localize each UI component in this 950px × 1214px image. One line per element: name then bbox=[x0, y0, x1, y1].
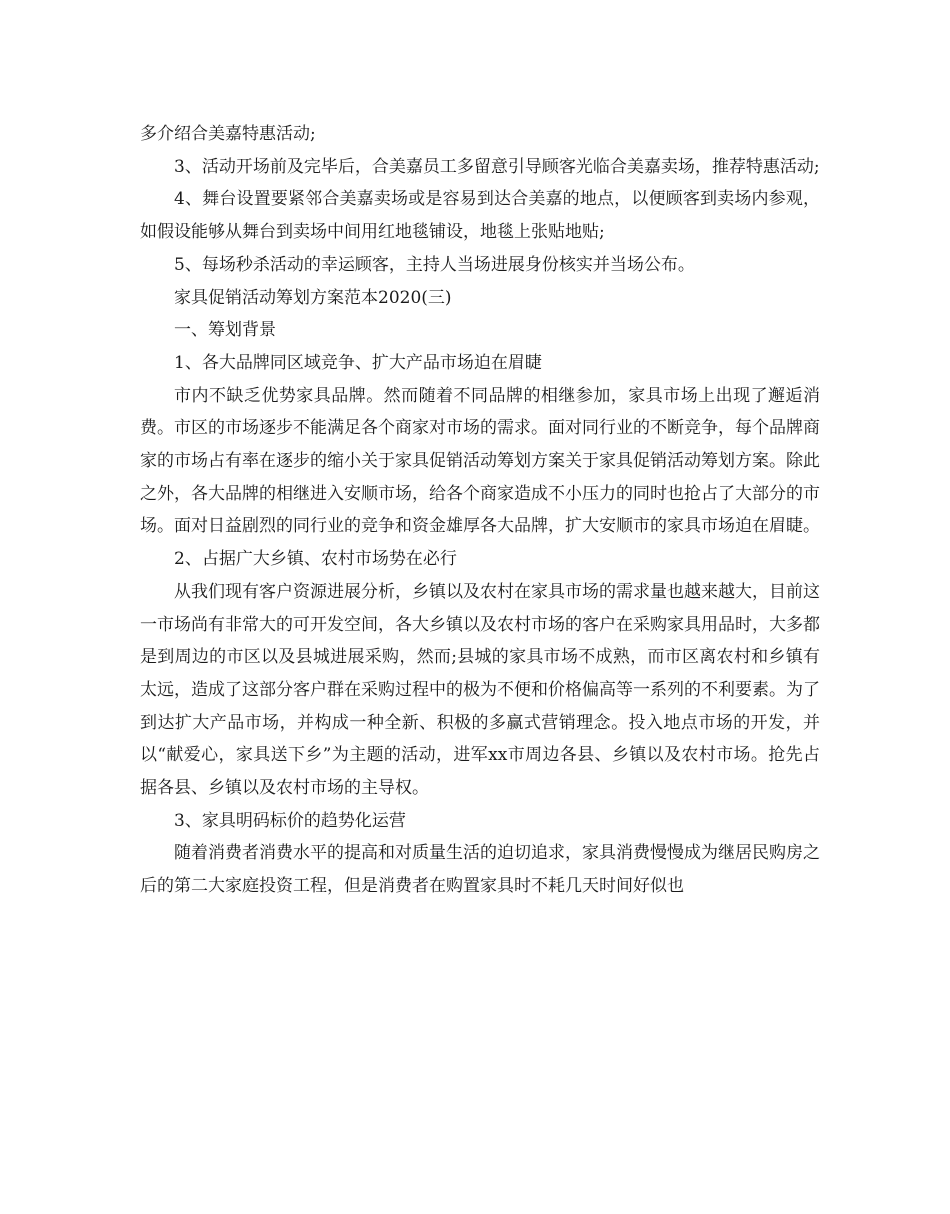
paragraph-body-1: 市内不缺乏优势家具品牌。然而随着不同品牌的相继参加，家具市场上出现了邂逅消费。市区的市场逐步不能满足各个商家对市场的需求。面对同行业的不断竞争，每个品牌商家的市场占有率在逐步的缩小关于家具促销活动筹划方案关于家具促销活动筹划方案。除此之外，各大品牌的相继进入安顺市场，给各个商家造成不小压力的同时也抢占了大部分的市场。面对日益剧烈的同行业的竞争和资金雄厚各大品牌，扩大安顺市的家具市场迫在眉睫。 bbox=[140, 385, 820, 537]
paragraph-item-3: 3、活动开场前及完毕后，合美嘉员工多留意引导顾客光临合美嘉卖场，推荐特惠活动; bbox=[174, 156, 820, 177]
paragraph-body-2: 从我们现有客户资源进展分析，乡镇以及农村在家具市场的需求量也越来越大，目前这一市场尚有非常大的可开发空间，各大乡镇以及农村市场的客户在采购家具用品时，大多都是到周边的市区以及县城进展采购，然而;县城的家具市场不成熟，而市区离农村和乡镇有太远，造成了这部分客户群在采购过程中的极为不便和价格偏高等一系列的不利要素。为了到达扩大产品市场，并构成一种全新、积极的多赢式营销理念。投入地点市场的开发，并以“献爱心，家具送下乡”为主题的活动，进军xx市周边各县、乡镇以及农村市场。抢先占据各县、乡镇以及农村市场的主导权。 bbox=[140, 581, 820, 799]
document-body bbox=[140, 118, 820, 903]
subheading-3: 3、家具明码标价的趋势化运营 bbox=[174, 810, 406, 831]
paragraph-item-5: 5、每场秒杀活动的幸运顾客，主持人当场进展身份核实并当场公布。 bbox=[174, 254, 695, 275]
subheading-1: 1、各大品牌同区域竞争、扩大产品市场迫在眉睫 bbox=[174, 352, 542, 373]
paragraph-item-4: 4、舞台设置要紧邻合美嘉卖场或是容易到达合美嘉的地点，以便顾客到卖场内参观，如假设能够从舞台到卖场中间用红地毯铺设，地毯上张贴地贴; bbox=[140, 189, 820, 243]
paragraph-intro-continuation: 多介绍合美嘉特惠活动; bbox=[140, 124, 316, 144]
heading-background: 一、筹划背景 bbox=[174, 320, 276, 341]
section-title: 家具促销活动筹划方案范本2020(三) bbox=[174, 287, 452, 308]
paragraph-body-3: 随着消费者消费水平的提高和对质量生活的迫切追求，家具消费慢慢成为继居民购房之后的第二大家庭投资工程，但是消费者在购置家具时不耗几天时间好似也 bbox=[140, 843, 820, 897]
subheading-2: 2、占据广大乡镇、农村市场势在必行 bbox=[174, 549, 457, 570]
